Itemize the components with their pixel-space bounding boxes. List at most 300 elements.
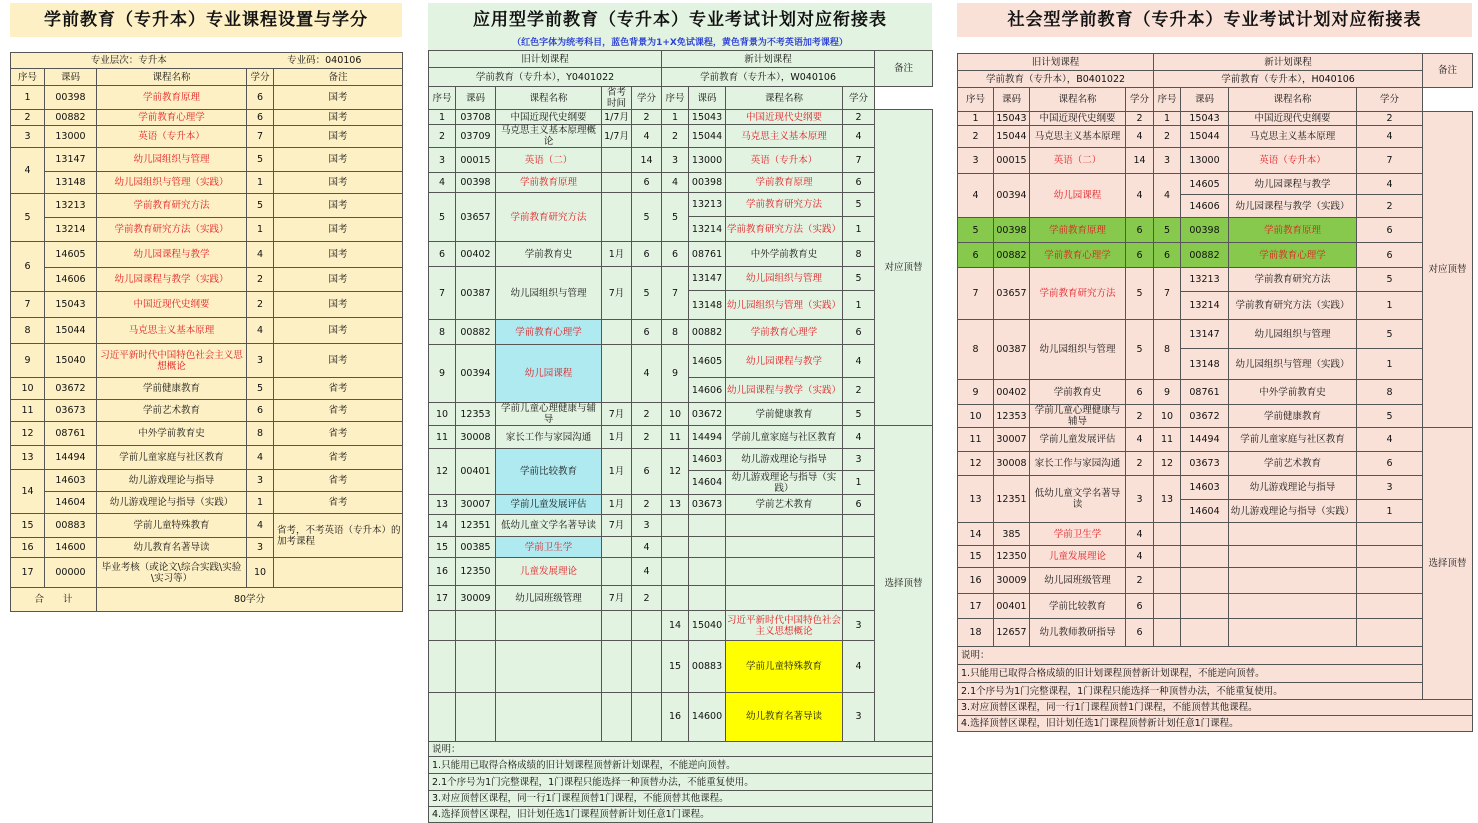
table-cell: 13213 <box>689 193 726 217</box>
seq: 2 <box>11 110 45 126</box>
table-cell <box>1154 619 1181 647</box>
table-row <box>429 449 933 471</box>
course-code: 14600 <box>45 538 97 558</box>
table-cell: 12350 <box>456 558 496 586</box>
table-row <box>11 172 403 194</box>
table-cell: 6 <box>843 173 875 193</box>
table-cell <box>496 692 602 741</box>
course-name: 幼儿园组织与管理 <box>97 148 247 172</box>
remark-select: 选择顶替 <box>1423 428 1473 700</box>
course-name: 学前教育心理学 <box>97 110 247 126</box>
course-code: 00000 <box>45 558 97 588</box>
table-cell: 4 <box>1126 428 1154 452</box>
table-cell: 12351 <box>456 515 496 537</box>
course-code: 14604 <box>45 492 97 514</box>
table-cell: 03708 <box>456 110 496 125</box>
seq: 1 <box>11 86 45 110</box>
table-cell: 幼儿园课程与教学（实践） <box>726 378 843 403</box>
table-cell: 6 <box>1154 243 1181 268</box>
table-cell: 30008 <box>994 452 1030 476</box>
table-cell: 学前儿童发展评估 <box>1030 428 1126 452</box>
table-cell: 03672 <box>689 403 726 426</box>
table-cell: 学前比较教育 <box>496 449 602 495</box>
remark: 国考 <box>274 148 403 172</box>
table-cell <box>843 586 875 611</box>
course-name: 习近平新时代中国特色社会主义思想概论 <box>97 344 247 378</box>
seq: 7 <box>11 292 45 318</box>
table-cell: 11 <box>662 426 689 449</box>
table-cell: 学前教育心理学 <box>1030 243 1126 268</box>
col-header: 序号 <box>1154 88 1181 112</box>
course-name: 幼儿游戏理论与指导（实践） <box>97 492 247 514</box>
table-cell: 17 <box>429 586 456 611</box>
course-code: 13000 <box>45 126 97 148</box>
course-code: 03673 <box>45 400 97 422</box>
table-cell: 8 <box>958 320 994 380</box>
table-cell <box>1357 523 1423 546</box>
course-name: 幼儿园课程与教学 <box>97 242 247 268</box>
remark-header: 备注 <box>1423 54 1473 88</box>
col-header: 课码 <box>994 88 1030 112</box>
table-cell <box>726 537 843 558</box>
table-row <box>429 148 933 173</box>
table-cell: 6 <box>632 320 662 345</box>
remark: 省考 <box>274 400 403 422</box>
column-header-row <box>11 69 403 86</box>
seq: 4 <box>11 148 45 194</box>
table-cell: 幼儿园组织与管理 <box>726 267 843 291</box>
remark: 国考 <box>274 218 403 242</box>
seq: 17 <box>11 558 45 588</box>
table-cell: 9 <box>429 345 456 403</box>
table-cell: 14600 <box>689 692 726 741</box>
table-cell: 2 <box>1357 112 1423 126</box>
course-name: 英语（专升本） <box>97 126 247 148</box>
table-cell: 7 <box>662 267 689 320</box>
table-cell: 10 <box>1154 405 1181 428</box>
table-cell: 6 <box>632 449 662 495</box>
table-cell: 1 <box>843 291 875 320</box>
table-cell: 学前教育研究方法 <box>726 193 843 217</box>
table-cell: 幼儿教师教研指导 <box>1030 619 1126 647</box>
table-cell: 学前儿童心理健康与辅导 <box>1030 405 1126 428</box>
table-cell: 学前儿童家庭与社区教育 <box>726 426 843 449</box>
table-cell: 08761 <box>1181 380 1229 405</box>
table-cell: 8 <box>1357 380 1423 405</box>
remark: 国考 <box>274 194 403 218</box>
table-cell: 11 <box>958 428 994 452</box>
table-cell: 低幼儿童文学名著导读 <box>496 515 602 537</box>
table-cell <box>602 641 632 693</box>
table-cell: 14605 <box>1181 174 1229 195</box>
table-cell: 3 <box>843 692 875 741</box>
course-name: 学前儿童特殊教育 <box>97 514 247 538</box>
table-cell: 7月 <box>602 586 632 611</box>
table-cell: 4 <box>1126 174 1154 218</box>
remark: 国考 <box>274 292 403 318</box>
remark: 国考 <box>274 172 403 194</box>
table-cell: 16 <box>958 568 994 594</box>
table-cell: 学前儿童家庭与社区教育 <box>1229 428 1357 452</box>
plan-header-row <box>429 51 933 68</box>
table-cell: 2 <box>632 495 662 515</box>
table-cell: 幼儿游戏理论与指导（实践） <box>726 471 843 495</box>
table-row <box>11 194 403 218</box>
table-cell: 5 <box>429 193 456 242</box>
table-cell <box>662 515 689 537</box>
table-row <box>11 400 403 422</box>
table-cell: 30009 <box>994 568 1030 594</box>
col-header: 课程名称 <box>496 87 602 110</box>
remark-equiv: 对应顶替 <box>875 110 933 426</box>
table-cell: 6 <box>958 243 994 268</box>
applied-plan-title: 应用型学前教育（专升本）专业考试计划对应衔接表 <box>428 3 932 37</box>
total-row <box>11 588 403 612</box>
table-cell <box>843 537 875 558</box>
course-code: 15044 <box>45 318 97 344</box>
table-cell: 12 <box>662 449 689 495</box>
table-cell: 3 <box>632 515 662 537</box>
table-cell: 2 <box>632 426 662 449</box>
table-cell: 幼儿园课程与教学（实践） <box>1229 195 1357 218</box>
table-row <box>958 619 1473 647</box>
table-cell: 00398 <box>689 173 726 193</box>
table-cell <box>1229 546 1357 568</box>
table-cell: 6 <box>1357 452 1423 476</box>
table-cell: 14604 <box>689 471 726 495</box>
table-cell: 15 <box>662 641 689 693</box>
note-row <box>429 807 933 823</box>
table-cell: 马克思主义基本原理 <box>1229 126 1357 148</box>
table-cell: 14494 <box>1181 428 1229 452</box>
table-cell: 8 <box>662 320 689 345</box>
table-cell: 15043 <box>1181 112 1229 126</box>
credit: 2 <box>247 268 274 292</box>
table-cell: 学前教育原理 <box>1229 218 1357 243</box>
table-cell <box>632 692 662 741</box>
table-cell: 4 <box>843 345 875 378</box>
table-cell: 7 <box>429 267 456 320</box>
table-cell <box>1357 546 1423 568</box>
course-name: 幼儿园组织与管理（实践） <box>97 172 247 194</box>
seq: 13 <box>11 446 45 470</box>
table-cell: 学前教育研究方法（实践） <box>1229 292 1357 320</box>
table-cell: 2 <box>632 403 662 426</box>
major-row <box>429 68 933 87</box>
table-row <box>429 641 933 693</box>
table-cell <box>662 558 689 586</box>
table-cell: 00402 <box>994 380 1030 405</box>
table-cell: 幼儿园组织与管理（实践） <box>726 291 843 320</box>
old-plan-label: 旧计划课程 <box>429 51 662 68</box>
table-cell: 5 <box>843 403 875 426</box>
seq: 5 <box>11 194 45 242</box>
table-row <box>429 426 933 449</box>
table-cell <box>689 586 726 611</box>
col-header: 课码 <box>1181 88 1229 112</box>
credit: 5 <box>247 378 274 400</box>
social-plan-table <box>957 53 1473 732</box>
table-row <box>958 112 1473 126</box>
table-cell: 14 <box>429 515 456 537</box>
table-cell: 3 <box>958 148 994 174</box>
remark: 省考 <box>274 492 403 514</box>
table-cell: 2 <box>1126 112 1154 126</box>
table-cell: 4 <box>632 558 662 586</box>
col-header: 序号 <box>429 87 456 110</box>
table-cell: 13000 <box>689 148 726 173</box>
col-header: 序号 <box>958 88 994 112</box>
table-cell <box>429 692 456 741</box>
table-row <box>429 173 933 193</box>
table-cell: 学前儿童发展评估 <box>496 495 602 515</box>
remark-equiv: 对应顶替 <box>1423 112 1473 428</box>
table-cell: 03657 <box>994 268 1030 320</box>
table-cell: 11 <box>429 426 456 449</box>
credit: 2 <box>247 292 274 318</box>
table-cell <box>602 173 632 193</box>
table-row <box>429 403 933 426</box>
table-row <box>429 495 933 515</box>
table-cell: 学前艺术教育 <box>726 495 843 515</box>
table-cell: 2.1个序号为1门完整课程，1门课程只能选择一种顶替办法，不能重复使用。 <box>958 683 1473 700</box>
table-row <box>958 452 1473 476</box>
table-cell: 6 <box>1126 594 1154 619</box>
table-cell: 9 <box>958 380 994 405</box>
col-header: 学分 <box>632 87 662 110</box>
table-cell: 幼儿园组织与管理 <box>1030 320 1126 380</box>
table-cell: 13148 <box>1181 349 1229 380</box>
table-cell: 14603 <box>689 449 726 471</box>
table-cell: 08761 <box>689 242 726 267</box>
table-cell: 6 <box>632 173 662 193</box>
table-cell: 家长工作与家园沟通 <box>496 426 602 449</box>
table-cell: 7 <box>1357 148 1423 174</box>
table-cell: 12 <box>429 449 456 495</box>
remark: 省考，不考英语（专升本）的加考课程 <box>274 514 403 558</box>
table-cell: 1月 <box>602 495 632 515</box>
table-cell: 15040 <box>689 611 726 641</box>
table-cell: 00398 <box>1181 218 1229 243</box>
table-cell: 03709 <box>456 125 496 148</box>
course-code: 00398 <box>45 86 97 110</box>
table-row <box>429 242 933 267</box>
table-cell <box>726 515 843 537</box>
table-cell <box>726 558 843 586</box>
note-row <box>958 647 1473 665</box>
table-cell: 4 <box>632 345 662 403</box>
table-cell: 英语（二） <box>1030 148 1126 174</box>
table-cell: 1/7月 <box>602 110 632 125</box>
col-header: 学分 <box>247 69 274 86</box>
table-cell <box>1181 594 1229 619</box>
table-row <box>11 514 403 538</box>
column-header-row <box>958 88 1473 112</box>
table-cell: 12353 <box>994 405 1030 428</box>
seq: 15 <box>11 514 45 538</box>
course-name: 学前艺术教育 <box>97 400 247 422</box>
table-cell: 幼儿游戏理论与指导（实践） <box>1229 500 1357 523</box>
new-major: 学前教育（专升本），W040106 <box>662 68 875 87</box>
table-cell: 13214 <box>1181 292 1229 320</box>
table-cell: 学前教育史 <box>1030 380 1126 405</box>
course-code: 13214 <box>45 218 97 242</box>
table-row <box>958 594 1473 619</box>
remark: 国考 <box>274 318 403 344</box>
table-cell: 15044 <box>689 125 726 148</box>
table-cell: 6 <box>1126 243 1154 268</box>
major-level: 专业层次：专升本 <box>11 53 247 69</box>
table-row <box>958 148 1473 174</box>
table-cell: 5 <box>1154 218 1181 243</box>
table-cell: 中外学前教育史 <box>726 242 843 267</box>
course-code: 00882 <box>45 110 97 126</box>
credit: 3 <box>247 470 274 492</box>
table-cell: 学前教育研究方法（实践） <box>726 217 843 242</box>
table-cell: 17 <box>958 594 994 619</box>
table-row <box>958 546 1473 568</box>
table-cell: 6 <box>1126 619 1154 647</box>
table-cell: 幼儿园组织与管理 <box>496 267 602 320</box>
table-cell: 学前教育心理学 <box>496 320 602 345</box>
table-row <box>958 523 1473 546</box>
table-cell <box>1181 523 1229 546</box>
table-cell: 14606 <box>1181 195 1229 218</box>
seq: 6 <box>11 242 45 292</box>
table-cell: 儿童发展理论 <box>496 558 602 586</box>
table-cell: 00394 <box>994 174 1030 218</box>
table-cell: 6 <box>632 242 662 267</box>
table-cell: 4 <box>632 537 662 558</box>
table-cell: 30007 <box>456 495 496 515</box>
table-row <box>11 292 403 318</box>
table-cell: 00882 <box>689 320 726 345</box>
table-cell: 学前教育史 <box>496 242 602 267</box>
table-cell: 4 <box>1126 126 1154 148</box>
table-row <box>11 268 403 292</box>
table-cell: 7月 <box>602 515 632 537</box>
col-header: 课码 <box>689 87 726 110</box>
table-row <box>958 320 1473 349</box>
table-cell: 8 <box>1154 320 1181 380</box>
table-cell: 6 <box>1357 218 1423 243</box>
table-cell: 4.选择顶替区课程，旧计划任选1门课程顶替新计划任意1门课程。 <box>429 807 933 823</box>
table-cell: 4 <box>958 174 994 218</box>
remark: 国考 <box>274 110 403 126</box>
table-cell <box>602 320 632 345</box>
table-cell: 幼儿园课程 <box>496 345 602 403</box>
credit: 3 <box>247 538 274 558</box>
seq: 11 <box>11 400 45 422</box>
course-name: 幼儿教育名著导读 <box>97 538 247 558</box>
table-cell <box>602 692 632 741</box>
credit: 5 <box>247 194 274 218</box>
table-cell: 4 <box>1154 174 1181 218</box>
table-cell: 00015 <box>994 148 1030 174</box>
table-cell: 学前教育原理 <box>726 173 843 193</box>
table-cell: 7月 <box>602 403 632 426</box>
table-cell: 14604 <box>1181 500 1229 523</box>
table-cell: 03657 <box>456 193 496 242</box>
table-row <box>429 692 933 741</box>
table-cell: 幼儿园班级管理 <box>496 586 602 611</box>
table-cell: 14606 <box>689 378 726 403</box>
col-header: 备注 <box>274 69 403 86</box>
table-cell: 幼儿园组织与管理（实践） <box>1229 349 1357 380</box>
table-cell: 5 <box>1357 320 1423 349</box>
table-cell: 1/7月 <box>602 125 632 148</box>
table-cell: 4 <box>843 426 875 449</box>
table-row <box>429 110 933 125</box>
col-header: 省考时间 <box>602 87 632 110</box>
note-row <box>958 700 1473 716</box>
course-code: 00883 <box>45 514 97 538</box>
table-cell <box>1229 594 1357 619</box>
table-cell: 00398 <box>994 218 1030 243</box>
table-cell: 14605 <box>689 345 726 378</box>
note-row <box>429 774 933 791</box>
table-cell <box>456 611 496 641</box>
remark-header: 备注 <box>875 51 933 87</box>
table-cell: 6 <box>843 495 875 515</box>
table-cell: 3 <box>1357 476 1423 500</box>
table-row <box>958 268 1473 292</box>
table-cell: 1 <box>662 110 689 125</box>
seq: 14 <box>11 470 45 514</box>
table-cell <box>726 586 843 611</box>
course-name: 幼儿游戏理论与指导 <box>97 470 247 492</box>
remark: 国考 <box>274 126 403 148</box>
table-cell: 5 <box>1357 268 1423 292</box>
header-info-row <box>11 53 403 69</box>
table-cell: 1 <box>958 112 994 126</box>
table-cell: 2 <box>1126 405 1154 428</box>
table-cell: 4 <box>1126 546 1154 568</box>
table-cell: 12350 <box>994 546 1030 568</box>
table-cell: 学前教育研究方法 <box>1030 268 1126 320</box>
table-cell <box>602 611 632 641</box>
course-name: 中国近现代史纲要 <box>97 292 247 318</box>
table-row <box>429 320 933 345</box>
table-row <box>11 378 403 400</box>
table-row <box>958 568 1473 594</box>
social-plan-title: 社会型学前教育（专升本）专业考试计划对应衔接表 <box>957 3 1472 37</box>
table-row <box>11 86 403 110</box>
table-row <box>429 193 933 217</box>
table-cell: 00387 <box>994 320 1030 380</box>
table-cell: 9 <box>1154 380 1181 405</box>
table-cell: 30009 <box>456 586 496 611</box>
table-cell: 13148 <box>689 291 726 320</box>
table-cell <box>456 692 496 741</box>
table-row <box>429 558 933 586</box>
remark: 国考 <box>274 344 403 378</box>
table-cell: 1月 <box>602 449 632 495</box>
table-cell: 学前儿童特殊教育 <box>726 641 843 693</box>
table-cell: 1 <box>1154 112 1181 126</box>
table-cell: 13213 <box>1181 268 1229 292</box>
credit: 3 <box>247 344 274 378</box>
table-cell: 385 <box>994 523 1030 546</box>
table-cell: 13 <box>958 476 994 523</box>
credit: 6 <box>247 86 274 110</box>
table-row <box>958 476 1473 500</box>
table-cell: 马克思主义基本原理概论 <box>496 125 602 148</box>
table-cell <box>1154 568 1181 594</box>
course-code: 15040 <box>45 344 97 378</box>
table-cell <box>689 558 726 586</box>
table-cell: 1 <box>429 110 456 125</box>
